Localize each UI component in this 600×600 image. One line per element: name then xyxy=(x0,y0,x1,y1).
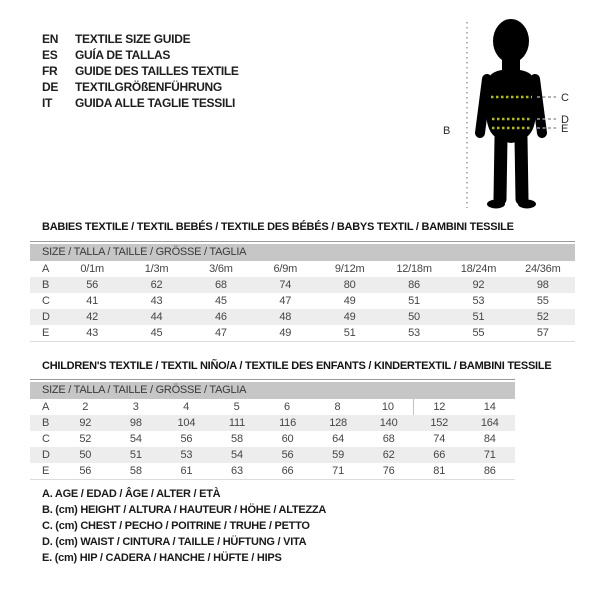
table-row-D xyxy=(30,447,515,463)
row-label: C xyxy=(42,295,50,307)
table-cell: 66 xyxy=(433,449,446,461)
table-cell: 51 xyxy=(408,295,420,307)
table-cell: 12/18m xyxy=(396,263,432,275)
table-cell: 1/3m xyxy=(144,263,169,275)
table-row-A xyxy=(30,399,515,415)
child-silhouette-graphic xyxy=(440,12,600,217)
hip-label: E xyxy=(561,123,569,135)
table-row-B xyxy=(30,277,575,293)
table-cell: 104 xyxy=(177,417,196,429)
legend-hip: E. (cm) HIP / CADERA / HANCHE / HÜFTE / HIPS xyxy=(42,552,282,564)
table-cell: 60 xyxy=(281,433,294,445)
table-cell: 24/36m xyxy=(525,263,561,275)
table-row-C xyxy=(30,431,515,447)
measurement-legend xyxy=(42,486,326,566)
babies-section-title: BABIES TEXTILE / TEXTIL BEBÉS / TEXTILE DES BÉBÉS / BABYS TEXTIL / BAMBINI TESSILE xyxy=(42,221,514,233)
table-cell: 62 xyxy=(382,449,395,461)
table-cell: 76 xyxy=(382,465,395,477)
legend-chest: C. (cm) CHEST / PECHO / POITRINE / TRUHE / PETTO xyxy=(42,520,310,532)
table-cell: 48 xyxy=(279,311,292,323)
table-cell: 47 xyxy=(215,327,227,339)
table-cell: 111 xyxy=(228,417,246,429)
table-cell: 86 xyxy=(483,465,496,477)
table-cell: 12 xyxy=(413,399,464,415)
table-cell: 62 xyxy=(150,279,163,291)
table-cell: 68 xyxy=(382,433,395,445)
legend-age: A. AGE / EDAD / ÂGE / ALTER / ETÀ xyxy=(42,488,221,500)
table-cell: 3/6m xyxy=(209,263,233,275)
table-cell: 3 xyxy=(132,401,139,413)
legend-waist: D. (cm) WAIST / CINTURA / TAILLE / HÜFTUNG / VITA xyxy=(42,536,307,548)
table-cell: 66 xyxy=(281,465,294,477)
silhouette-left-arm xyxy=(480,79,487,133)
table-cell: 63 xyxy=(231,465,243,477)
table-cell: 81 xyxy=(433,465,446,477)
table-cell: 45 xyxy=(150,327,163,339)
language-title: TEXTILGRÖßENFÜHRUNG xyxy=(75,80,222,94)
language-code: FR xyxy=(42,64,58,78)
table-cell: 152 xyxy=(430,417,449,429)
table-cell: 56 xyxy=(79,465,92,477)
table-cell: 4 xyxy=(183,401,190,413)
table-cell: 0/1m xyxy=(80,263,105,275)
row-label: D xyxy=(42,449,50,461)
height-label: B xyxy=(443,125,451,137)
table-cell: 71 xyxy=(332,465,345,477)
table-row-E xyxy=(30,325,575,341)
table-cell: 71 xyxy=(483,449,496,461)
table-cell: 128 xyxy=(329,417,347,429)
table-cell: 51 xyxy=(129,449,142,461)
language-code: IT xyxy=(42,96,53,110)
table-cell: 140 xyxy=(379,417,398,429)
language-row-it xyxy=(42,95,239,111)
language-row-de xyxy=(42,79,239,95)
language-title: GUIDA ALLE TAGLIE TESSILI xyxy=(75,96,236,110)
table-cell: 50 xyxy=(79,449,92,461)
table-cell: 55 xyxy=(472,327,485,339)
table-cell: 80 xyxy=(343,279,356,291)
row-label: A xyxy=(42,401,50,413)
table-cell: 2 xyxy=(82,401,89,413)
language-code: DE xyxy=(42,80,59,94)
table-cell: 18/24m xyxy=(460,263,497,275)
table-cell: 98 xyxy=(536,279,549,291)
table-cell: 58 xyxy=(231,433,243,445)
table-cell: 43 xyxy=(150,295,163,307)
row-label: B xyxy=(42,417,50,429)
table-cell: 86 xyxy=(408,279,420,291)
table-row-E xyxy=(30,463,515,479)
table-cell: 47 xyxy=(279,295,292,307)
table-cell: 56 xyxy=(86,279,99,291)
language-code: ES xyxy=(42,48,58,62)
babies-size-table xyxy=(30,241,575,342)
table-cell: 50 xyxy=(408,311,420,323)
silhouette-left-foot xyxy=(487,200,505,209)
table-row-D xyxy=(30,309,575,325)
chest-label: C xyxy=(561,92,569,104)
row-label: A xyxy=(42,263,50,275)
table-cell: 46 xyxy=(215,311,227,323)
language-title: TEXTILE SIZE GUIDE xyxy=(75,32,191,46)
table-cell: 6/9m xyxy=(273,263,298,275)
table-cell: 58 xyxy=(129,465,142,477)
table-row-C xyxy=(30,293,575,309)
table-cell: 49 xyxy=(343,311,356,323)
table-cell: 49 xyxy=(279,327,292,339)
table-cell: 14 xyxy=(483,401,496,413)
table-cell: 56 xyxy=(281,449,294,461)
table-cell: 84 xyxy=(483,433,496,445)
table-cell: 116 xyxy=(279,417,296,429)
table-cell: 74 xyxy=(279,279,292,291)
table-cell: 53 xyxy=(408,327,420,339)
silhouette-right-arm xyxy=(535,79,542,133)
language-list xyxy=(42,31,239,111)
legend-height: B. (cm) HEIGHT / ALTURA / HAUTEUR / HÖHE / ALTEZZA xyxy=(42,504,327,516)
table-cell: 61 xyxy=(180,465,193,477)
table-cell: 98 xyxy=(129,417,142,429)
table-cell: 45 xyxy=(215,295,227,307)
silhouette-right-leg xyxy=(521,138,522,199)
table-cell: 5 xyxy=(233,401,240,413)
children-section-title: CHILDREN'S TEXTILE / TEXTIL NIÑO/A / TEXTILE DES ENFANTS / KINDERTEXTIL / BAMBINI TESSILE xyxy=(42,360,552,372)
children-table-header: SIZE / TALLA / TAILLE / GRÖSSE / TAGLIA xyxy=(30,382,515,399)
table-cell: 52 xyxy=(79,433,92,445)
table-cell: 8 xyxy=(334,401,341,413)
table-cell: 53 xyxy=(180,449,193,461)
table-cell: 43 xyxy=(86,327,99,339)
table-cell: 9/12m xyxy=(334,263,365,275)
silhouette-torso xyxy=(486,69,537,143)
language-title: GUIDE DES TAILLES TEXTILE xyxy=(75,64,239,78)
table-cell: 164 xyxy=(480,417,499,429)
table-row-B xyxy=(30,415,515,431)
table-cell: 41 xyxy=(86,295,99,307)
child-silhouette xyxy=(480,19,542,209)
table-cell: 64 xyxy=(332,433,345,445)
table-cell: 10 xyxy=(381,401,394,413)
row-label: D xyxy=(42,311,50,323)
children-size-table xyxy=(30,379,515,480)
table-cell: 53 xyxy=(472,295,485,307)
table-cell: 49 xyxy=(343,295,356,307)
row-label: C xyxy=(42,433,50,445)
table-row-A xyxy=(30,261,575,277)
measurement-figure xyxy=(440,12,600,217)
silhouette-neck xyxy=(502,54,520,70)
row-label: E xyxy=(42,465,50,477)
table-cell: 92 xyxy=(79,417,92,429)
table-cell: 57 xyxy=(536,327,549,339)
table-cell: 42 xyxy=(86,311,99,323)
table-cell: 6 xyxy=(284,401,290,413)
table-cell: 51 xyxy=(472,311,485,323)
babies-table-header: SIZE / TALLA / TAILLE / GRÖSSE / TAGLIA xyxy=(30,244,575,261)
table-cell: 52 xyxy=(536,311,549,323)
language-row-en xyxy=(42,31,239,47)
row-label: E xyxy=(42,327,50,339)
silhouette-left-leg xyxy=(500,138,501,199)
language-row-fr xyxy=(42,63,239,79)
language-row-es xyxy=(42,47,239,63)
table-cell: 92 xyxy=(472,279,485,291)
table-cell: 54 xyxy=(231,449,243,461)
table-cell: 59 xyxy=(332,449,345,461)
table-cell: 55 xyxy=(536,295,549,307)
table-cell: 54 xyxy=(129,433,142,445)
table-cell: 56 xyxy=(180,433,193,445)
language-title: GUÍA DE TALLAS xyxy=(75,48,171,62)
silhouette-right-foot xyxy=(518,200,536,209)
table-cell: 51 xyxy=(343,327,356,339)
language-code: EN xyxy=(42,32,59,46)
row-label: B xyxy=(42,279,50,291)
waist-label: D xyxy=(561,114,569,126)
table-cell: 44 xyxy=(150,311,163,323)
table-cell: 68 xyxy=(215,279,227,291)
table-cell: 74 xyxy=(433,433,446,445)
